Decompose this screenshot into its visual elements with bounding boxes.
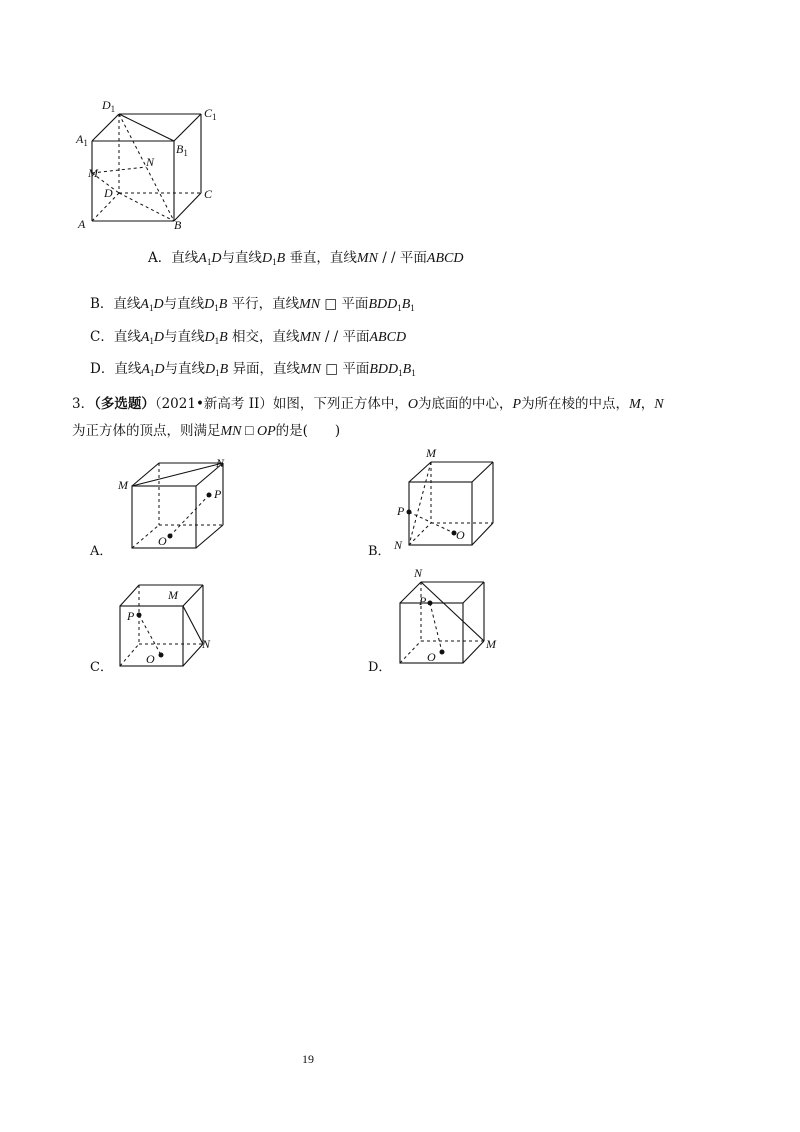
- cube-option-d-figure[interactable]: [392, 565, 512, 665]
- cube-option-c-letter[interactable]: C．: [90, 660, 113, 675]
- label-O: O: [427, 650, 436, 664]
- label-A: A: [78, 217, 86, 231]
- label-A1: $A_1$: [76, 132, 88, 148]
- question-3-line-1: 3．（多选题）（2021•新高考 II）如图，下列正方体中，O为底面的中心，P为所在棱的中点，M，N: [72, 396, 664, 412]
- label-M: M: [426, 446, 436, 460]
- option-c-q2[interactable]: C．直线$A_1D$与直线$D_1B$ 相交，直线MN / / 平面ABCD: [90, 329, 407, 346]
- label-N: N: [216, 456, 225, 470]
- option-d-q2[interactable]: D．直线$A_1D$与直线$D_1B$ 异面，直线MN □ 平面$BDD_1B_1$: [90, 361, 416, 378]
- label-M: M: [88, 166, 98, 180]
- label-M: M: [486, 637, 496, 651]
- label-M: M: [118, 478, 128, 492]
- option-b-q2[interactable]: B．直线$A_1D$与直线$D_1B$ 平行，直线MN □ 平面$BDD_1B_1$: [90, 296, 415, 313]
- label-O: O: [456, 528, 465, 542]
- label-B1: $B_1$: [176, 142, 188, 158]
- label-N: N: [394, 538, 403, 552]
- label-P: P: [127, 609, 135, 623]
- cube-option-d-letter[interactable]: D．: [368, 660, 392, 675]
- cube-figure-top: [70, 95, 230, 235]
- label-M: M: [168, 588, 178, 602]
- label-D: D: [104, 186, 113, 200]
- label-N: N: [202, 637, 211, 651]
- label-P: P: [214, 487, 222, 501]
- label-D1: $D_1$: [102, 98, 116, 114]
- label-C1: $C_1$: [204, 106, 217, 122]
- cube-option-b-letter[interactable]: B．: [368, 544, 391, 559]
- label-O: O: [158, 534, 167, 548]
- cube-option-a-figure[interactable]: [112, 455, 232, 555]
- question-3-line-2: 为正方体的顶点，则满足MN □ OP的是( ): [72, 423, 341, 439]
- label-N: N: [146, 155, 155, 169]
- cube-option-b-figure[interactable]: [392, 445, 502, 555]
- label-C: C: [204, 187, 213, 201]
- label-P: P: [419, 594, 427, 608]
- label-B: B: [174, 218, 182, 232]
- cube-option-c-figure[interactable]: [112, 580, 222, 672]
- option-a-q2[interactable]: A．直线$A_1D$与直线$D_1B$ 垂直，直线MN / / 平面ABCD: [148, 250, 464, 267]
- cube-option-a-letter[interactable]: A．: [90, 544, 113, 559]
- label-O: O: [146, 652, 155, 666]
- label-N: N: [414, 566, 423, 580]
- label-P: P: [397, 504, 405, 518]
- page-number: 19: [302, 1052, 314, 1066]
